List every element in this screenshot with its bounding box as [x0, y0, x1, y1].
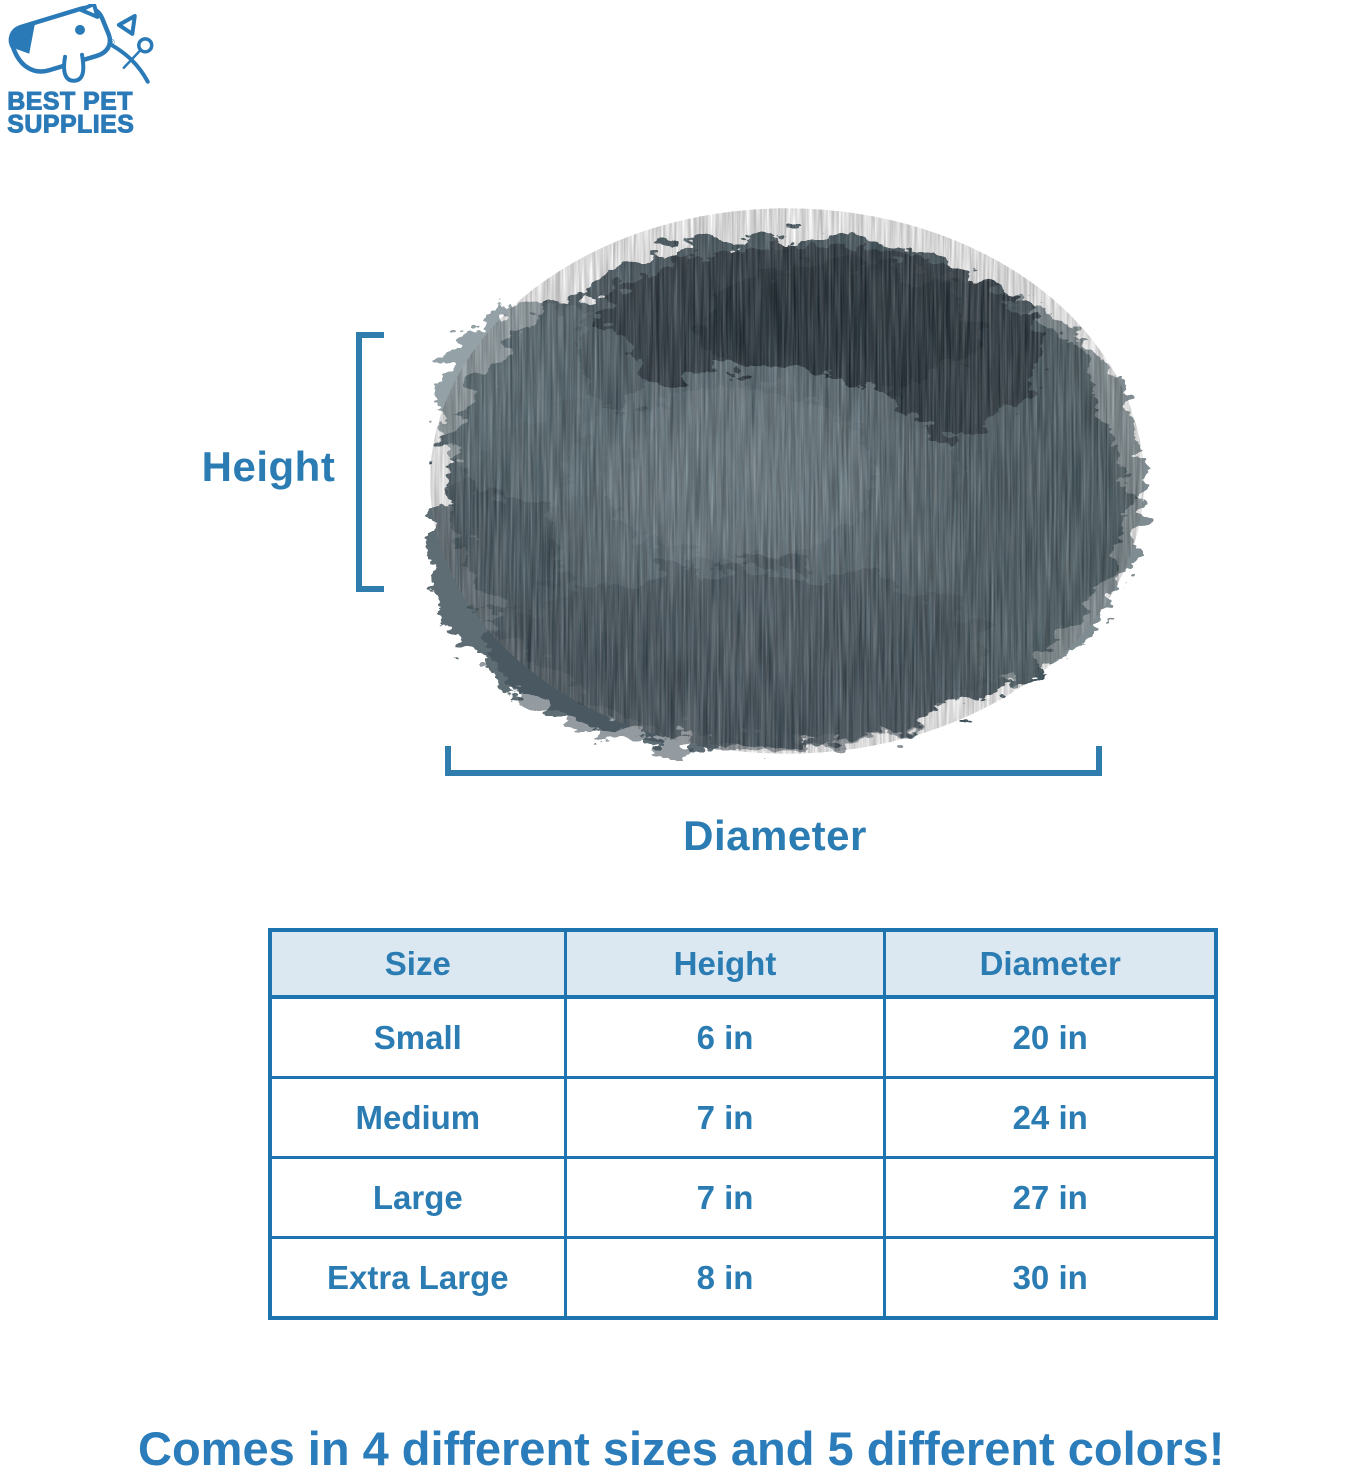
pet-bed-photo [408, 188, 1166, 768]
header-size: Size [270, 930, 565, 997]
dog-logo-icon [11, 4, 152, 82]
diameter-bracket-right-tick [1096, 746, 1102, 776]
cell-extra-large-size: Extra Large [270, 1238, 565, 1319]
diameter-bracket-left-tick [445, 746, 451, 776]
bed-fur-illustration [408, 188, 1166, 768]
diameter-label: Diameter [683, 812, 867, 859]
height-bracket-top-tick [356, 332, 384, 338]
registered-trademark-symbol: ® [108, 36, 115, 47]
cell-medium-size: Medium [270, 1078, 565, 1158]
table-row-small [270, 997, 1216, 1078]
size-chart-table [268, 928, 1218, 1320]
logo-text-line1: BEST PET [7, 87, 133, 116]
logo-text-line2: SUPPLIES [7, 110, 135, 136]
header-diameter: Diameter [885, 930, 1216, 997]
diameter-bracket-line [445, 770, 1102, 776]
table-header-row [270, 930, 1216, 997]
cell-extra-large-diameter: 30 in [885, 1238, 1216, 1319]
cell-medium-height: 7 in [565, 1078, 885, 1158]
cell-medium-diameter: 24 in [885, 1078, 1216, 1158]
cell-small-size: Small [270, 997, 565, 1078]
cell-small-diameter: 20 in [885, 997, 1216, 1078]
height-label: Height [201, 443, 336, 490]
cell-extra-large-height: 8 in [565, 1238, 885, 1319]
availability-banner: Comes in 4 different sizes and 5 different colors! [138, 1422, 1225, 1475]
height-bracket-line [356, 332, 362, 592]
best-pet-supplies-logo [6, 4, 156, 136]
height-bracket-bottom-tick [356, 586, 384, 592]
cell-large-height: 7 in [565, 1158, 885, 1238]
table-row-medium [270, 1078, 1216, 1158]
table-row-extra-large [270, 1238, 1216, 1319]
header-height: Height [565, 930, 885, 997]
table-row-large [270, 1158, 1216, 1238]
cell-large-diameter: 27 in [885, 1158, 1216, 1238]
cell-small-height: 6 in [565, 997, 885, 1078]
cell-large-size: Large [270, 1158, 565, 1238]
